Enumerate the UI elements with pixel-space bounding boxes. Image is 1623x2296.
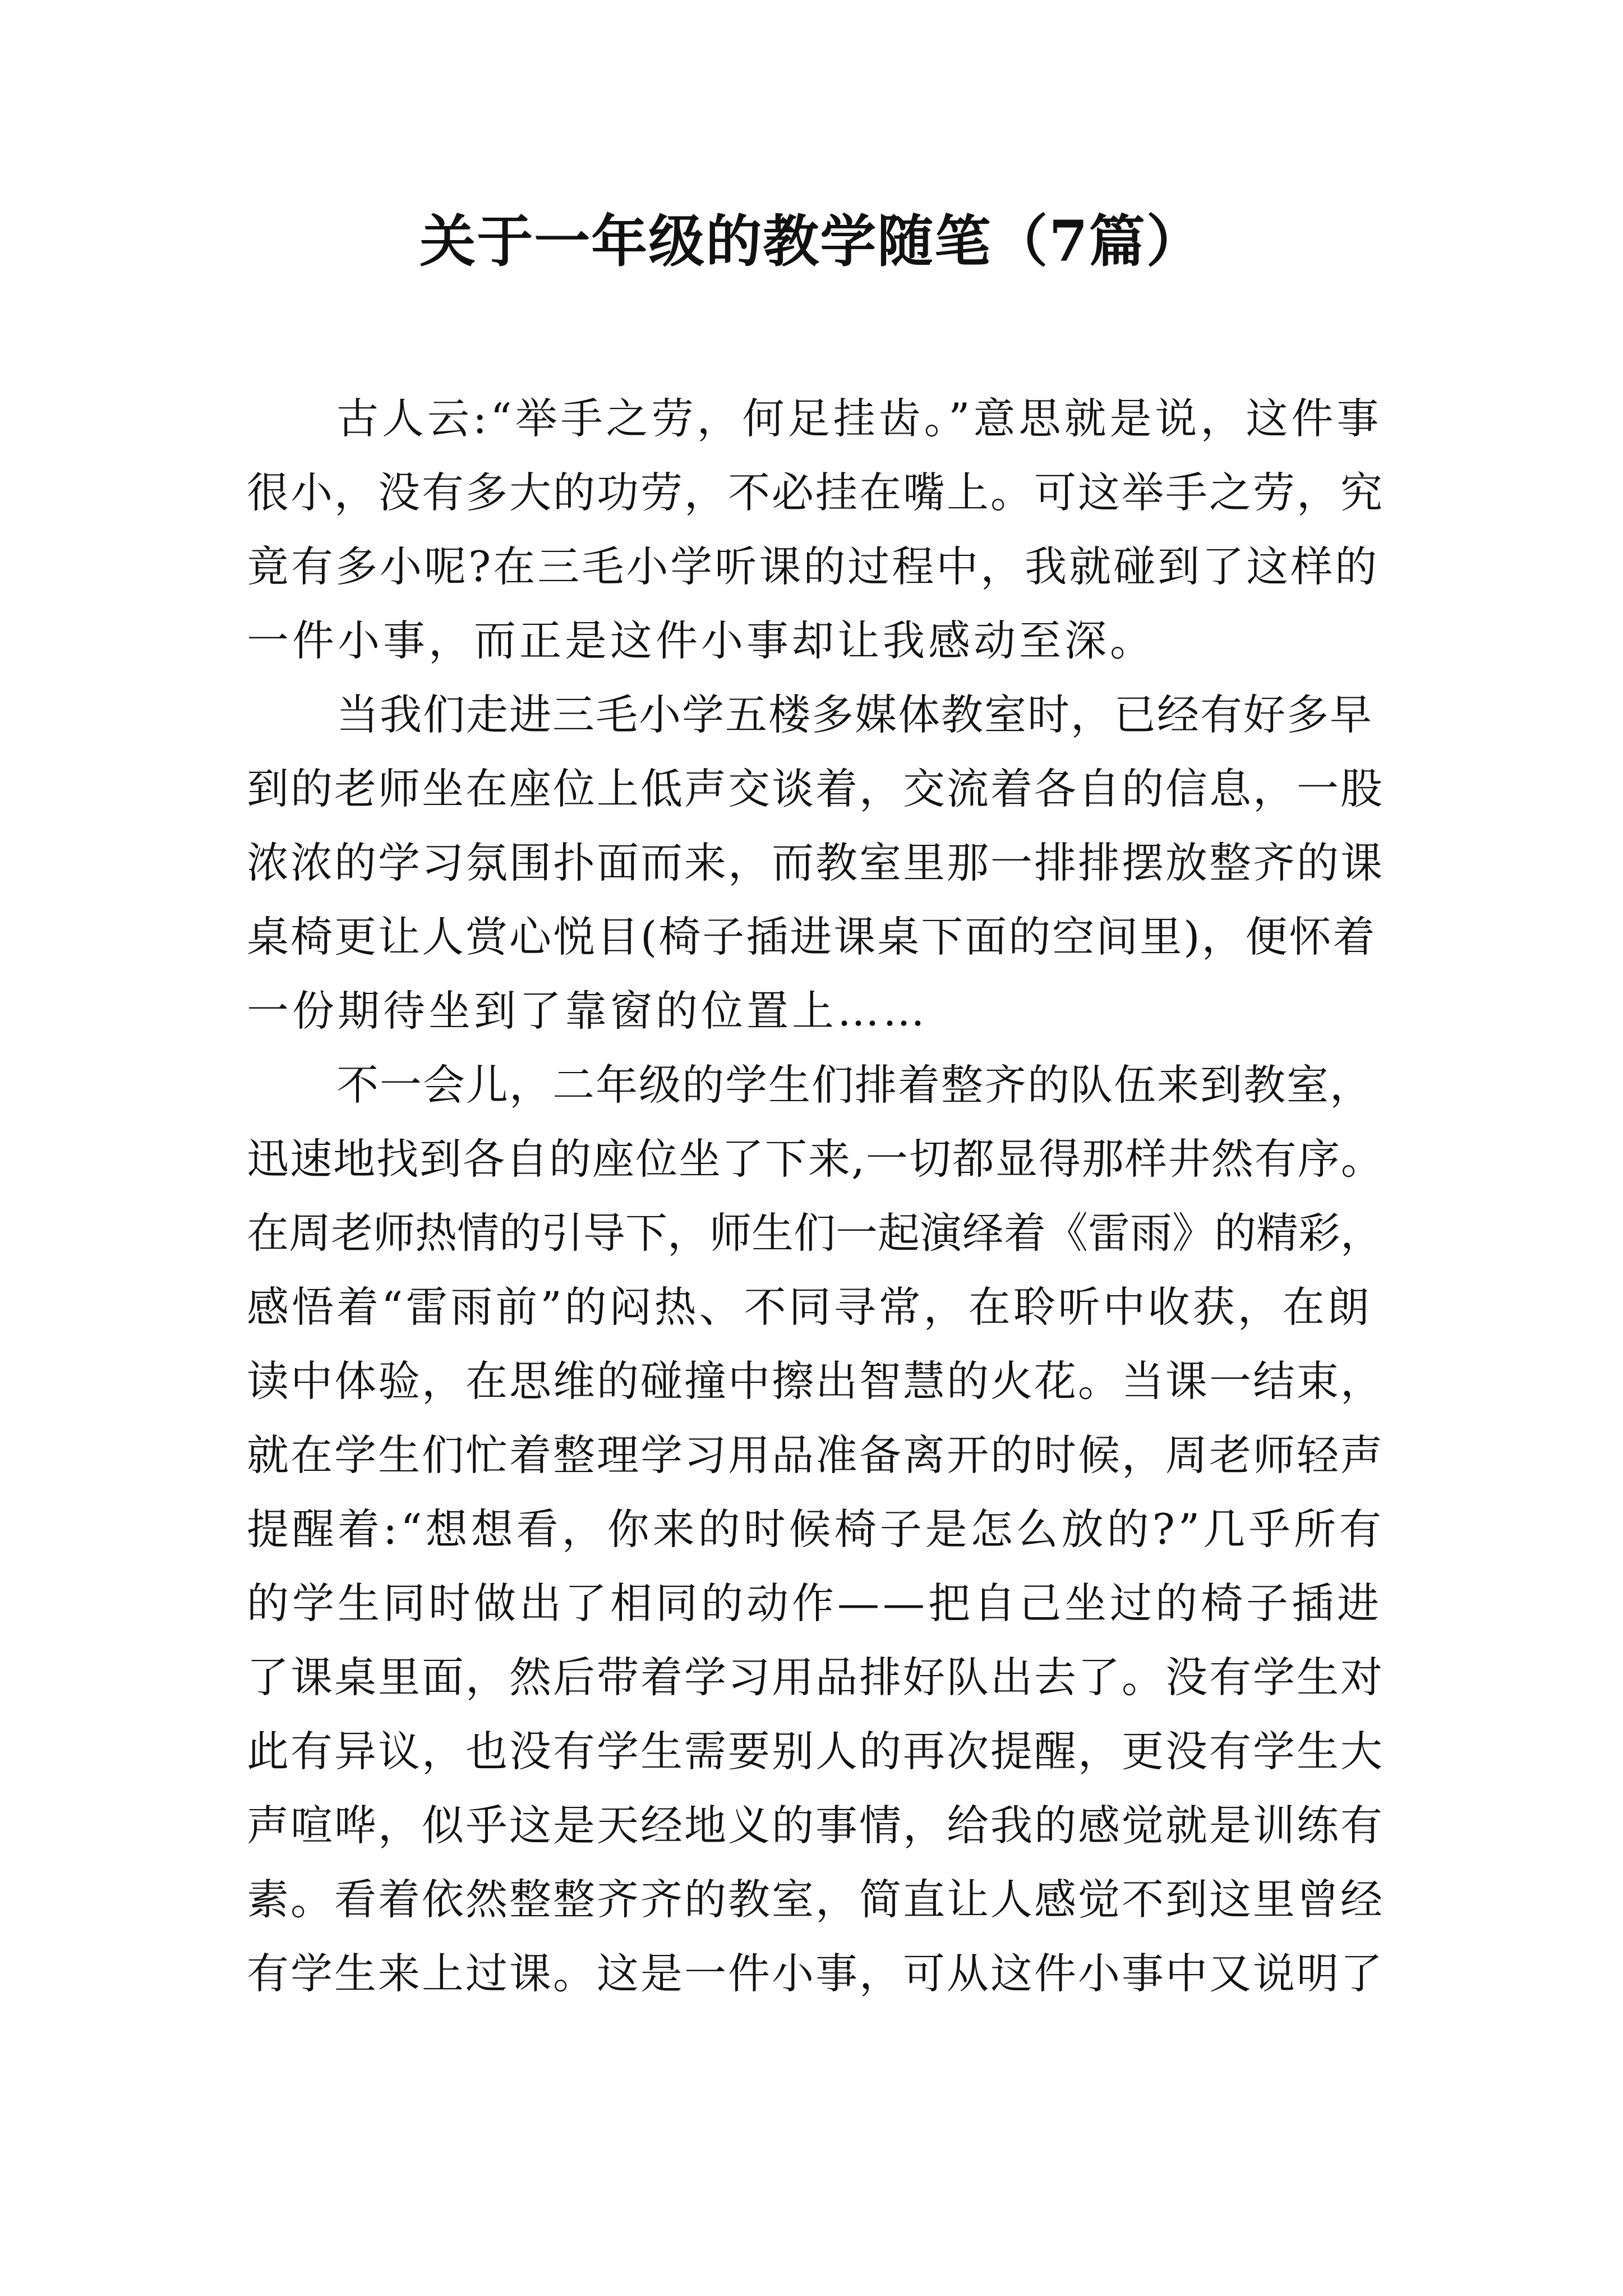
body-line: 一件小事，而正是这件小事却让我感动至深。 [247, 616, 1156, 665]
body-line: 的学生同时做出了相同的动作——把自己坐过的椅子插进 [247, 1579, 1383, 1628]
body-line: 了课桌里面，然后带着学习用品排好队出去了。没有学生对 [247, 1653, 1385, 1702]
body-line: 竟有多小呢?在三毛小学听课的过程中，我就碰到了这样的 [247, 542, 1380, 591]
body-line: 浓浓的学习氛围扑面而来，而教室里那一排排摆放整齐的课 [247, 838, 1385, 887]
body-line: 很小，没有多大的功劳，不必挂在嘴上。可这举手之劳，究 [247, 468, 1385, 517]
body-line: 迅速地找到各自的座位坐了下来,一切都显得那样井然有序。 [247, 1134, 1384, 1184]
body-line: 此有异议，也没有学生需要别人的再次提醒，更没有学生大 [247, 1727, 1385, 1776]
body-line: 就在学生们忙着整理学习用品准备离开的时候，周老师轻声 [247, 1430, 1385, 1480]
body-line: 一份期待坐到了靠窗的位置上…… [247, 986, 929, 1036]
body-line: 桌椅更让人赏心悦目(椅子插进课桌下面的空间里)，便怀着 [247, 912, 1377, 961]
body-line: 感悟着“雷雨前”的闷热、不同寻常，在聆听中收获，在朗 [247, 1282, 1372, 1332]
body-line: 读中体验，在思维的碰撞中擦出智慧的火花。当课一结束， [247, 1356, 1385, 1406]
body-line: 素。看着依然整整齐齐的教室，简直让人感觉不到这里曾经 [247, 1875, 1385, 1924]
body-line: 不一会儿，二年级的学生们排着整齐的队伍来到教室， [336, 1060, 1373, 1110]
document-title: 关于一年级的教学随笔（7篇） [419, 208, 1204, 274]
body-line: 当我们走进三毛小学五楼多媒体教室时，已经有好多早 [336, 690, 1373, 739]
body-line: 古人云:“举手之劳，何足挂齿。”意思就是说，这件事 [336, 394, 1382, 443]
body-line: 提醒着:“想想看，你来的时候椅子是怎么放的?”几乎所有 [247, 1504, 1385, 1554]
body-line: 声喧哗，似乎这是天经地义的事情，给我的感觉就是训练有 [247, 1801, 1385, 1850]
body-line: 到的老师坐在座位上低声交谈着，交流着各自的信息，一股 [247, 764, 1385, 813]
document-body [247, 381, 1385, 2010]
body-line: 有学生来上过课。这是一件小事，可从这件小事中又说明了 [247, 1949, 1385, 1998]
body-line: 在周老师热情的引导下，师生们一起演绎着《雷雨》的精彩， [247, 1208, 1383, 1258]
